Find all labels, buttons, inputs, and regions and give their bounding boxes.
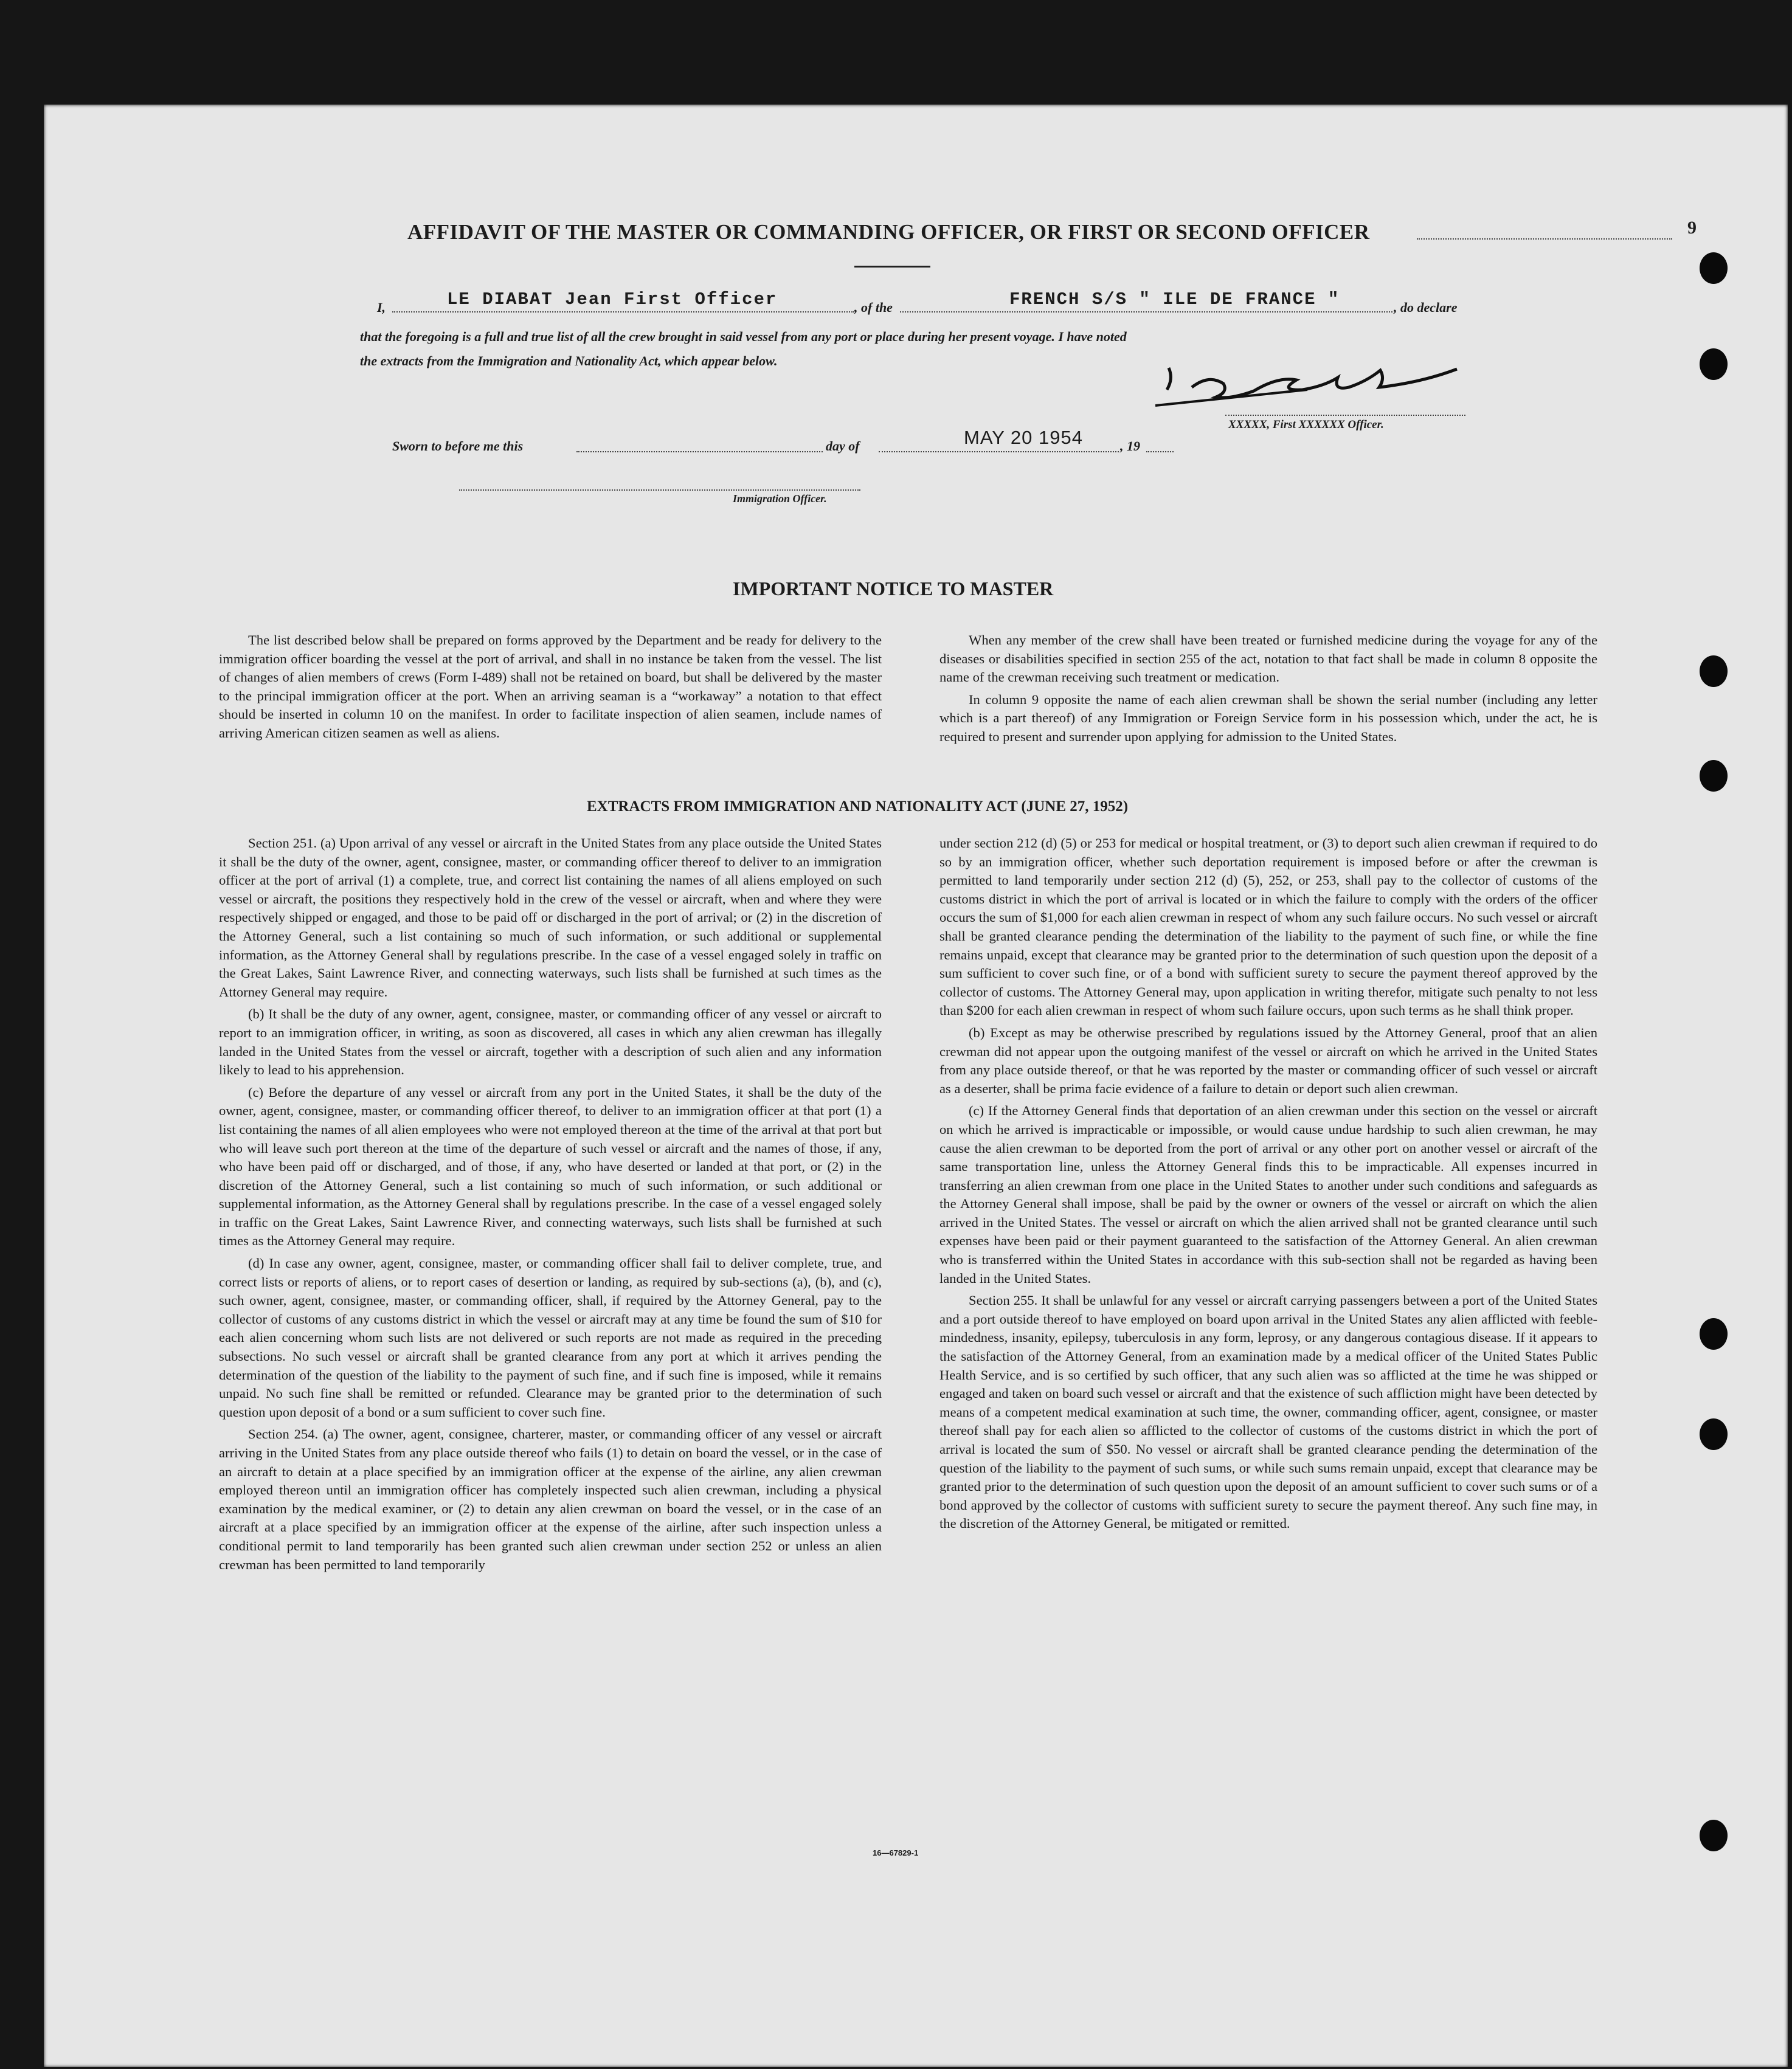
act-paragraph: Section 254. (a) The owner, agent, consignee, charterer, master, or commanding officer of any vessel or aircraft arriving in the United States from any place outside thereof who fails (1) to detain on board the vessel, or in the case of an aircraft to detain at a place specified by an immigration officer at the expense of the airline, any alien crewman employed thereon until an immigration officer has completely inspected such alien crewman, including a physical examination by the medical examiner, or (2) to detain any alien crewman on board the vessel, or in the case of an aircraft at a place specified by an immigration officer at the expense of the airline, after such inspection unless a conditional permit to land temporarily has been granted such alien crewman under section 252 or unless an alien crewman has been permitted to land temporarily xyxy=(219,1426,882,1572)
punch-hole xyxy=(1700,1820,1728,1851)
punch-hole xyxy=(1700,1418,1728,1450)
day-of-label: day of xyxy=(826,438,860,454)
act-paragraph: (d) In case any owner, agent, consignee, master, or commanding officer shall fail to deliver complete, true, and correct lists or reports of aliens, or to report cases of desertion or landing, as required by sub-sections (a), (b), and (c), such owner, agent, consignee, master, or commanding officer, shall, if required by the Attorney General, pay to the collector of customs of any customs district in which the vessel or aircraft may at any time be found the sum of $10 for each alien concerning whom such lists are not delivered or such reports are not made as required in the preceding subsections. No such vessel or aircraft shall be granted clearance from any port at which it arrives pending the determination of the question of the liability to the payment of such fine, and if such fine is imposed, while it remains unpaid. No such fine shall be remitted or refunded. Clearance may be granted prior to the determination of such question upon deposit of a bond or a sum sufficient to cover such fine. xyxy=(219,1256,882,1420)
act-paragraph: (c) If the Attorney General finds that deportation of an alien crewman under this section on the vessel or aircraft on which he arrived is impracticable or impossible, or would cause undue hardship to such alien crewman, he may cause the alien crewman to be deported from the port of arrival or any other port on another vessel or aircraft of the same transportation line, unless the Attorney General finds this to be impracticable. All expenses incurred in transferring an alien crewman from one place in the United States to another under such conditions and safeguards as the Attorney General shall impose, shall be paid by the owner or owners of the vessel or aircraft on which the alien arrived in the United States. The vessel or aircraft on which the alien arrived shall not be granted clearance until such expenses have been paid or their payment guaranteed to the satisfaction of the Attorney General. An alien crewman who is transferred within the United States in accordance with this sub-section shall not be regarded as having been landed in the United States. xyxy=(939,1103,1597,1286)
date-stamp: MAY 20 1954 xyxy=(964,427,1083,448)
notice-paragraph: The list described below shall be prepared on forms approved by the Department and be ready for delivery to the immigration officer boarding the vessel at the port of arrival, and shall in no instance be taken from the vessel. The list of changes of alien members of crews (Form I-489) shall not be retained on board, but shall be delivered by the master to the principal immigration officer at the port. When an arriving seaman is a “workaway” a notation to that effect should be inserted in column 10 on the manifest. In order to facilitate inspection of alien seamen, include names of arriving American citizen seamen as well as aliens. xyxy=(219,632,882,741)
signature-line xyxy=(1225,415,1465,416)
name-field-line xyxy=(392,311,854,313)
notice-title: IMPORTANT NOTICE TO MASTER xyxy=(733,578,1054,599)
sworn-label: Sworn to before me this xyxy=(392,438,524,454)
declaration-do-declare: , do declare xyxy=(1394,300,1458,315)
year-line xyxy=(1146,451,1174,452)
act-paragraph: Section 255. It shall be unlawful for any vessel or aircraft carrying passengers between a port of the United States and a port outside thereof to have employed on board upon arrival in the United States any alien afflicted with feeble-mindedness, insanity, epilepsy, tuberculosis in any form, leprosy, or any dangerous contagious disease. If it appears to the satisfaction of the Attorney General, from an examination made by a medical officer of the United States Public Health Service, and is so certified by such officer, that any such alien was so afflicted at the time he was shipped or engaged and taken on board such vessel or aircraft and that the existence of such affliction might have been detected by means of a competent medical examination at such time, the owner, commanding officer, agent, consignee, or master thereof shall pay for each alien so afflicted to the collector of customs of the customs district in which the port of arrival is located the sum of $50. No vessel or aircraft shall be granted clearance pending the determination of the question of the liability to the payment of such sums, or while such sums remain unpaid, except that clearance may be granted prior to the determination of such question upon the deposit of an amount sufficient to cover such sums or of a bond approved by the collector of customs with sufficient surety to secure the payment thereof. Any such fine may, in the discretion of the Attorney General, be mitigated or remitted. xyxy=(939,1293,1597,1532)
extracts-right-column xyxy=(939,834,1597,1533)
vessel-field: FRENCH S/S " ILE DE FRANCE " xyxy=(1009,289,1340,309)
sworn-month-line xyxy=(879,451,1119,452)
title-underline xyxy=(854,266,930,268)
notice-right-column xyxy=(939,631,1597,747)
act-paragraph: (b) Except as may be otherwise prescribed by regulations issued by the Attorney General, proof that an alien crewman did not appear upon the outgoing manifest of the vessel or aircraft on which he arrived in the United States from any place outside thereof, or that he was reported by the master or commanding officer of such vessel or aircraft as a deserter, shall be prima facie evidence of a failure to detain or deport such alien crewman. xyxy=(939,1024,1597,1096)
notice-left-column xyxy=(219,631,882,743)
year-label: , 19 xyxy=(1120,438,1140,454)
notice-paragraph: In column 9 opposite the name of each alien crewman shall be shown the serial number (including any letter which is a part thereof) of any Immigration or Foreign Service form in his possession which, under the act, he is required to present and surrender upon applying for admission to the United States. xyxy=(939,691,1597,744)
officer-name-field: LE DIABAT Jean First Officer xyxy=(447,289,778,309)
act-paragraph: (b) It shall be the duty of any owner, agent, consignee, master, or commanding officer of any vessel or aircraft to report to an immigration officer, in writing, as soon as discovered, all cases in which any alien crewman has illegally landed in the United States from the vessel or aircraft, together with a description of such alien and any information likely to lead to his apprehension. xyxy=(219,1006,882,1078)
act-paragraph: under section 212 (d) (5) or 253 for medical or hospital treatment, or (3) to deport such alien crewman if required to do so by an immigration officer, whether such deportation requirement is imposed before or after the crewman is permitted to land temporarily under section 212 (d) (5), 252, or 253, shall pay to the collector of customs of the customs district in which the port of arrival is located or in which the failure to comply with the orders of the officer occurs the sum of $1,000 for each alien crewman in respect of whom any such failure occurs. No such vessel or aircraft shall be granted clearance pending the determination of the liability to the payment of such fine, or while the fine remains unpaid, except that clearance may be granted prior to the determination of such question upon the deposit of a sum sufficient to cover such fine, or of a bond with sufficient surety to secure the payment thereof approved by the collector of customs. The Attorney General may, upon application in writing therefor, mitigate such penalty to not less than $200 for each alien crewman in respect of whom such failure occurs, upon such terms as he shall think proper. xyxy=(939,835,1597,1018)
punch-hole xyxy=(1700,655,1728,687)
declaration-prefix: I, xyxy=(377,300,386,315)
notice-paragraph: When any member of the crew shall have been treated or furnished medicine during the voyage for any of the diseases or disabilities specified in section 255 of the act, notation to that fact shall be made in column 8 opposite the name of the crewman receiving such treatment or medication. xyxy=(939,632,1597,685)
affidavit-title: AFFIDAVIT OF THE MASTER OR COMMANDING OFFICER, OR FIRST OR SECOND OFFICER xyxy=(407,220,1370,244)
punch-hole xyxy=(1700,348,1728,380)
declaration-line-3: the extracts from the Immigration and Nationality Act, which appear below. xyxy=(360,353,778,368)
punch-hole xyxy=(1700,760,1728,792)
act-paragraph: Section 251. (a) Upon arrival of any vessel or aircraft in the United States from any place outside the United States it shall be the duty of the owner, agent, consignee, master, or commanding officer thereof to deliver to an immigration officer at the port of arrival (1) a complete, true, and correct list containing the names of all aliens employed on such vessel or aircraft, the positions they respectively hold in the crew of the vessel or aircraft, when and where they were respectively shipped or engaged, and those to be paid off or discharged in the port of arrival; or (2) in the discretion of the Attorney General, such a list containing so much of such information, or such additional or supplemental information, as the Attorney General shall by regulations prescribe. In the case of a vessel engaged solely in traffic on the Great Lakes, Saint Lawrence River, and connecting waterways, such lists shall be furnished at such times as the Attorney General may require. xyxy=(219,835,882,1000)
vessel-field-line xyxy=(900,311,1392,313)
immigration-officer-line xyxy=(459,489,860,491)
extracts-title: EXTRACTS FROM IMMIGRATION AND NATIONALITY ACT (JUNE 27, 1952) xyxy=(587,798,1129,815)
declaration-line-2: that the foregoing is a full and true list of all the crew brought in said vessel from any port or place during her present voyage. I have noted xyxy=(360,329,1127,344)
declaration-of-the: , of the xyxy=(854,300,893,315)
punch-hole xyxy=(1700,1318,1728,1350)
page-number: 9 xyxy=(1687,218,1697,238)
act-paragraph: (c) Before the departure of any vessel or aircraft from any port in the United States, it shall be the duty of the owner, agent, consignee, master, or commanding officer thereof, to deliver to an immigration officer at that port (1) a list containing the names of all alien employees who were not employed thereon at the time of the arrival at that port but who will leave such port thereon at the time of the departure of such vessel or aircraft and the names of those, if any, who have been paid off or discharged, and of those, if any, who have deserted or landed at that port, or (2) in the discretion of the Attorney General, such a list containing so much of such information, or such additional or supplemental information, as the Attorney General shall by regulations prescribe. In the case of a vessel engaged solely in traffic on the Great Lakes, Saint Lawrence River, and connecting waterways, such lists shall be furnished at such times as the Attorney General may require. xyxy=(219,1084,882,1249)
extracts-left-column xyxy=(219,834,882,1574)
title-leader-dots xyxy=(1417,238,1672,240)
punch-hole xyxy=(1700,252,1728,284)
officer-title-label: XXXXX, First XXXXXX Officer. xyxy=(1228,418,1384,431)
form-number: 16—67829-1 xyxy=(873,1848,919,1857)
sworn-day-line xyxy=(576,451,823,452)
immigration-officer-label: Immigration Officer. xyxy=(733,492,827,505)
officer-signature xyxy=(1155,356,1496,423)
